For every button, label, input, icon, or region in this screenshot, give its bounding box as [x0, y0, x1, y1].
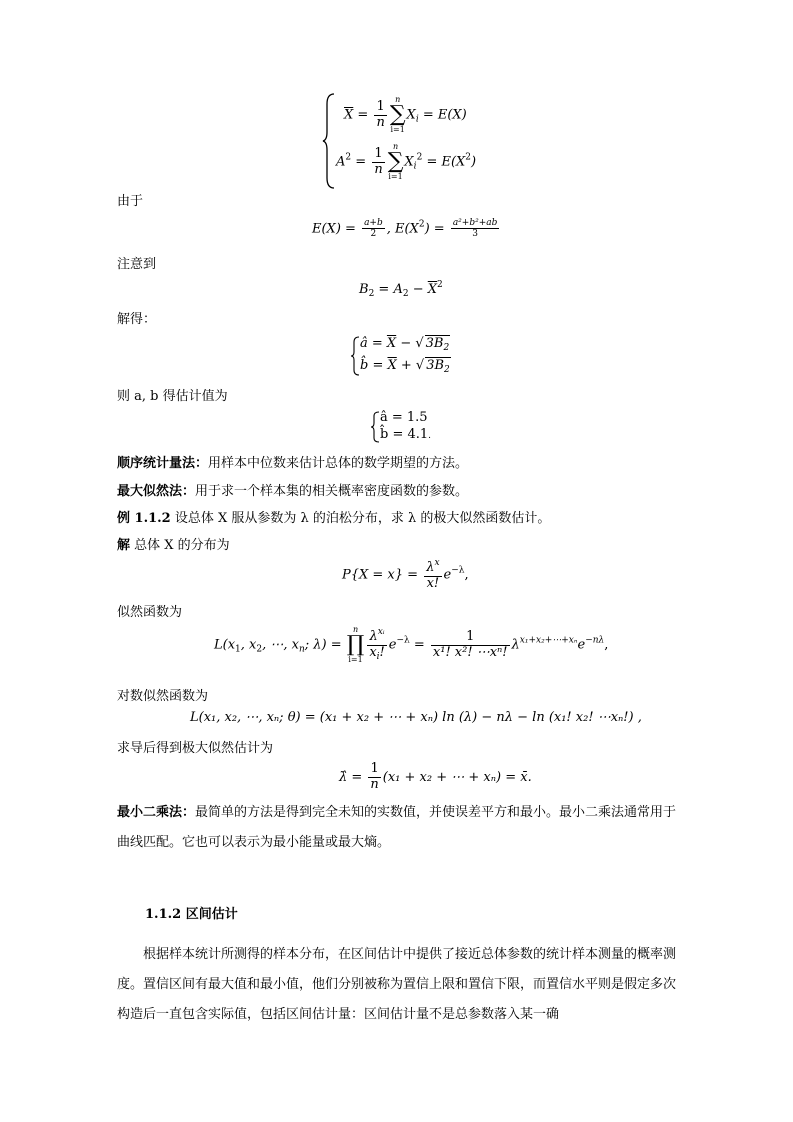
moment-equation-1: $\overline{X}$ = $\frac{1}{n}$ n ∑ i=1 $X_i = E(X)$ — [344, 95, 467, 134]
text-because: 由于 — [117, 194, 144, 209]
least-squares-paragraph: 最小二乘法：最简单的方法是得到完全未知的实数值，并使误差平方和最小。最小二乘法通常用于曲线匹配。它也可以表示为最小能量或最大熵。 — [117, 805, 677, 850]
expectation-equation: E(X) = $\frac{a+b}{2}$ , $E(X^2)$ = $\frac{\text{a²+b²+ab}}{3}$ — [312, 218, 498, 240]
loglik-equation: L(x₁, x₂, ⋯, xₙ; θ) = (x₁ + x₂ + ⋯ + xₙ) ln (λ) − nλ − ln (x₁! x₂! ⋯xₙ!) , — [190, 710, 642, 725]
section-heading: 1.1.2 区间估计 — [145, 907, 238, 922]
text-estimates-intro: 则 a, b 得估计值为 — [117, 389, 228, 404]
text-derive: 求导后得到极大似然估计为 — [117, 741, 274, 756]
text-note: 注意到 — [117, 257, 157, 272]
mle-paragraph: 最大似然法：用于求一个样本集的相关概率密度函数的参数。 — [117, 484, 469, 499]
solve-equation-b: b̂ = $\overline{X}$ + √ $3B_2$ — [360, 358, 450, 375]
example-paragraph: 例 1.1.2 设总体 X 服从参数为 λ 的泊松分布，求 λ 的极大似然函数估计。 — [117, 511, 551, 526]
moment-equation-2: $A^2$ = $\frac{1}{n}$ n ∑ i=1 $X_i^2 = E(X^2)$ — [336, 142, 477, 181]
solve-equation-a: â = $\overline{X}$ − √ $3B_2$ — [360, 336, 450, 353]
text-solve: 解得： — [117, 312, 157, 327]
moments-brace — [322, 92, 336, 190]
value-b: b̂ = 4.1. — [380, 427, 432, 442]
b2-equation: $B_2 = A_2 - \overline{X}^2$ — [359, 280, 443, 299]
order-statistic-paragraph: 顺序统计量法：用样本中位数来估计总体的数学期望的方法。 — [117, 456, 469, 471]
mle-equation: λ̂ = $\frac{1}{n}$ (x₁ + x₂ + ⋯ + xₙ) = x̄. — [339, 761, 532, 792]
poisson-equation: P{X = x} = $\frac{\lambda^x}{x!}$ $e^{-\lambda}$, — [342, 558, 469, 591]
value-a: â = 1.5 — [380, 410, 428, 425]
values-brace — [370, 411, 380, 443]
solve-brace — [350, 336, 360, 376]
text-loglik: 对数似然函数为 — [117, 689, 209, 704]
text-likelihood: 似然函数为 — [117, 605, 183, 620]
solution-paragraph: 解 总体 X 的分布为 — [117, 538, 230, 553]
likelihood-equation: $L(x_1$, $x_2$, ⋯, $x_n$; λ) = n ∏ i=1 $\frac{\lambda^{xᵢ}}{x_i!}$ $e^{-\lambda}$ = $\frac{1}{\text{x¹! x²! ⋯xⁿ!}}$ $\lambda^{x_1+x_2+\cdots+x_n}e^{-n\lambda}$, — [214, 625, 609, 664]
section-paragraph: 根据样本统计所测得的样本分布，在区间估计中提供了接近总体参数的统计样本测量的概率测度。置信区间有最大值和最小值，他们分别被称为置信上限和置信下限，而置信水平则是假定多次构造后一直包含实际值，包括区间估计量：区间估计量不是总参数落入某一确 — [117, 947, 677, 1022]
